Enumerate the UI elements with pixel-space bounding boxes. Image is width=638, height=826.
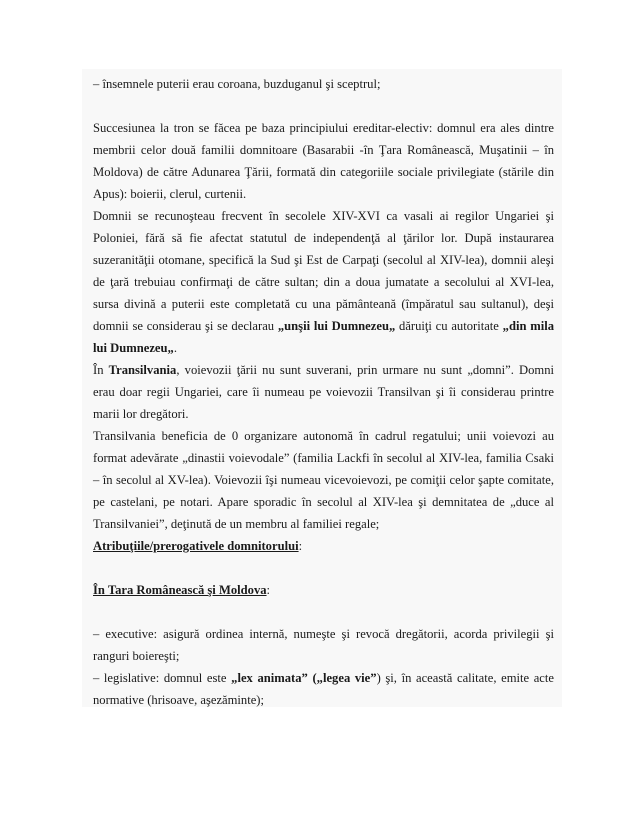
anointed-phrase: „unşii lui Dumnezeu„ [277,319,396,333]
paragraph-insignia-text: – însemnele puterii erau coroana, buzduganul şi sceptrul; [93,77,381,91]
paragraph-legislative-text-b: ) şi, în această calitate, emite acte normative (hrisoave, aşezăminte); [93,671,554,707]
paragraph-autonomy-text: Transilvania beneficia de 0 organizare autonomă în cadrul regatului; unii voievozi au format adevărate „dinastii voievodale” (familia Lackfi în secolul al XIV-lea, familia Csaki – în secolul al XV-lea). Voievozii îşi numeau vicevoievozi, pe comiţii celor şapte comitate, pe castelani, pe notari. Apare sporadic în secolul al XIV-lea şi demnitatea de „duce al Transilvaniei”, deţinută de un membru al familiei regale; [93,429,554,531]
lex-animata-phrase: „lex animata” („legea vie” [231,671,377,685]
paragraph-insignia [93,73,554,95]
paragraph-vassals-text-a: Domnii se recunoşteau frecvent în secolele XIV-XVI ca vasali ai regilor Ungariei şi Poloniei, fără să fie afectat statutul de independenţă al ţărilor lor. După instaurarea suzeranităţii otomane, specifică la Sud şi Est de Carpaţi (secolul al XIV-lea), domnii aleşi de ţară trebuiau confirmaţi de către sultan; din a doua jumatate a secolului al XVI-lea, sursa divină a puterii este completată cu una pământeană (împăratul sau sultanul), deşi domnii se considerau şi se declarau [93,209,554,333]
paragraph-succession-text: Succesiunea la tron se făcea pe baza principiului ereditar-electiv: domnul era ales dintre membrii celor două familii domnitoare (Basarabii -în Ţara Românească, Muşatinii – în Moldova) de către Adunarea Ţării, formată din categoriile sociale privilegiate (stările din Apus): boierii, clerul, curtenii. [93,121,554,201]
paragraph-executive [93,623,554,667]
text-block [82,69,562,707]
heading-prerogatives-text: Atribuţiile/prerogativele domnitorului [93,539,299,553]
heading-prerogatives-colon: : [298,539,303,553]
paragraph-transilvania-text-a: În [93,363,109,377]
paragraph-vassals [93,205,554,359]
paragraph-legislative-text-a: – legislative: domnul este [93,671,232,685]
heading-principalities-text: În Tara Românească şi Moldova [93,583,267,597]
paragraph-autonomy [93,425,554,535]
paragraph-vassals-text-c: . [173,341,177,355]
paragraph-succession [93,117,554,205]
grace-of-god-phrase: „din mila lui Dumnezeu„ [93,319,554,355]
paragraph-transilvania [93,359,554,425]
paragraph-vassals-text-b: dăruiţi cu autoritate [395,319,503,333]
paragraph-executive-text: – executive: asigură ordinea internă, numeşte şi revocă dregătorii, acorda privilegii şi ranguri boiereşti; [93,627,554,663]
paragraph-legislative [93,667,554,711]
heading-principalities-colon: : [266,583,271,597]
heading-prerogatives [93,535,554,557]
heading-principalities [93,579,554,601]
transilvania-term: Transilvania [108,363,177,377]
paragraph-transilvania-text-b: , voievozii ţării nu sunt suverani, prin urmare nu sunt „domni”. Domni erau doar regii Ungariei, care îi numeau pe voievozii Transilvan şi îi considerau printre marii lor dregători. [93,363,554,421]
